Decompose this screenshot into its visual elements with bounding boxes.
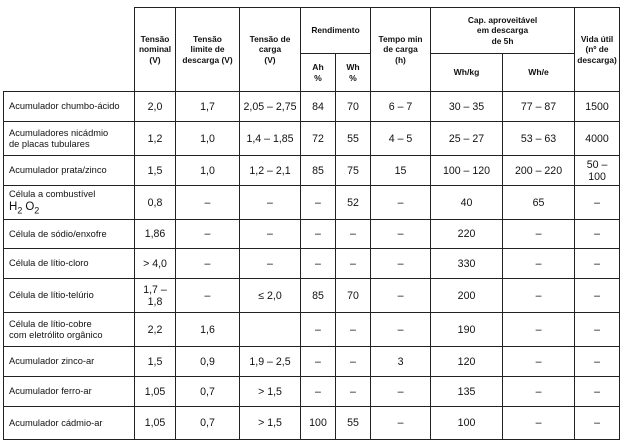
table-cell: 190 bbox=[431, 313, 503, 347]
table-cell: – bbox=[176, 220, 240, 249]
table-cell: 2,0 bbox=[135, 92, 176, 122]
header-ah: Ah % bbox=[301, 54, 336, 92]
battery-comparison-table bbox=[3, 7, 620, 440]
table-cell: 70 bbox=[336, 279, 371, 313]
table-cell: 15 bbox=[371, 156, 431, 186]
header-corner bbox=[4, 8, 135, 92]
table-cell: 6 – 7 bbox=[371, 92, 431, 122]
table-cell: 25 – 27 bbox=[431, 122, 503, 156]
header-tensao-limite: Tensão limite de descarga (V) bbox=[176, 8, 240, 92]
table-row bbox=[4, 92, 620, 122]
table-cell: 1,2 – 2,1 bbox=[240, 156, 301, 186]
table-cell: – bbox=[371, 279, 431, 313]
table-cell: 1,05 bbox=[135, 407, 176, 440]
table-cell: 53 – 63 bbox=[503, 122, 575, 156]
table-cell: 84 bbox=[301, 92, 336, 122]
table-cell: 75 bbox=[336, 156, 371, 186]
table-cell: 1,05 bbox=[135, 377, 176, 407]
table-cell: 100 – 120 bbox=[431, 156, 503, 186]
row-name-line: Acumulador prata/zinco bbox=[9, 165, 107, 176]
table-row bbox=[4, 347, 620, 377]
table-cell: – bbox=[503, 313, 575, 347]
table-cell: – bbox=[301, 186, 336, 220]
table-cell: – bbox=[503, 377, 575, 407]
table-cell: – bbox=[371, 220, 431, 249]
table-cell: – bbox=[371, 377, 431, 407]
header-tensao-carga: Tensão de carga (V) bbox=[240, 8, 301, 92]
table-cell: – bbox=[371, 407, 431, 440]
table-cell: – bbox=[503, 279, 575, 313]
table-cell: – bbox=[336, 249, 371, 279]
row-name-line: Célula de sódio/enxofre bbox=[9, 228, 107, 239]
row-name-line: de placas tubulares bbox=[9, 138, 90, 149]
header-rendimento: Rendimento bbox=[301, 8, 371, 54]
header-wh: Wh % bbox=[336, 54, 371, 92]
table-cell: 1,7 – 1,8 bbox=[135, 279, 176, 313]
table-cell: – bbox=[575, 377, 620, 407]
table-cell: 200 bbox=[431, 279, 503, 313]
table-cell: 200 – 220 bbox=[503, 156, 575, 186]
table-cell: 40 bbox=[431, 186, 503, 220]
table-row bbox=[4, 220, 620, 249]
table-cell: 72 bbox=[301, 122, 336, 156]
table-cell: 1500 bbox=[575, 92, 620, 122]
table-cell: – bbox=[575, 279, 620, 313]
table-cell: 0,8 bbox=[135, 186, 176, 220]
table-cell: 55 bbox=[336, 122, 371, 156]
table-cell: 30 – 35 bbox=[431, 92, 503, 122]
table-cell: – bbox=[336, 377, 371, 407]
header-row-main bbox=[4, 8, 620, 54]
table-row bbox=[4, 156, 620, 186]
table-cell: – bbox=[336, 347, 371, 377]
formula-o: O bbox=[25, 201, 35, 214]
table-cell: 1,5 bbox=[135, 347, 176, 377]
table-cell: – bbox=[176, 279, 240, 313]
row-name-line: Acumuladores nicádmio bbox=[9, 127, 109, 138]
table-cell: 1,86 bbox=[135, 220, 176, 249]
table-cell: – bbox=[240, 249, 301, 279]
table-cell: – bbox=[575, 313, 620, 347]
table-row bbox=[4, 377, 620, 407]
formula-h-sub: 2 bbox=[17, 205, 23, 216]
table-cell: – bbox=[301, 347, 336, 377]
row-name-line: Acumulador chumbo-ácido bbox=[9, 101, 120, 112]
table-cell: – bbox=[371, 313, 431, 347]
table-cell: ≤ 2,0 bbox=[240, 279, 301, 313]
table-row bbox=[4, 407, 620, 440]
row-name-line: Acumulador cádmio-ar bbox=[9, 417, 103, 428]
row-name bbox=[4, 407, 135, 440]
table-cell: 100 bbox=[301, 407, 336, 440]
table-cell: – bbox=[503, 407, 575, 440]
table-cell: 50 – 100 bbox=[575, 156, 620, 186]
header-tempo-carga: Tempo min de carga (h) bbox=[371, 8, 431, 92]
table-cell: – bbox=[240, 220, 301, 249]
table-cell: 85 bbox=[301, 279, 336, 313]
table-cell: 220 bbox=[431, 220, 503, 249]
header-capacidade: Cap. aproveitável em descarga de 5h bbox=[431, 8, 575, 54]
formula-h: H bbox=[9, 201, 18, 214]
table-cell: 77 – 87 bbox=[503, 92, 575, 122]
table-cell: 70 bbox=[336, 92, 371, 122]
formula-o-sub: 2 bbox=[34, 205, 40, 216]
row-name-line: Célula de lítio-cobre bbox=[9, 318, 92, 329]
table-cell: – bbox=[176, 249, 240, 279]
table-cell: 1,4 – 1,85 bbox=[240, 122, 301, 156]
table-row bbox=[4, 279, 620, 313]
table-cell: 0,9 bbox=[176, 347, 240, 377]
table-cell bbox=[240, 313, 301, 347]
table-cell: – bbox=[371, 249, 431, 279]
row-name bbox=[4, 122, 135, 156]
row-name-line: Célula de lítio-cloro bbox=[9, 258, 89, 269]
header-vida-util: Vida útil (nº de descarga) bbox=[575, 8, 620, 92]
header-tensao-nominal: Tensão nominal (V) bbox=[135, 8, 176, 92]
table-cell: – bbox=[575, 220, 620, 249]
table-row bbox=[4, 122, 620, 156]
table-cell: 4000 bbox=[575, 122, 620, 156]
table-cell: – bbox=[301, 313, 336, 347]
table-cell: – bbox=[301, 249, 336, 279]
table-cell: 1,7 bbox=[176, 92, 240, 122]
table-cell: 100 bbox=[431, 407, 503, 440]
header-wh-e: Wh/e bbox=[503, 54, 575, 92]
table-cell: – bbox=[503, 220, 575, 249]
row-name bbox=[4, 279, 135, 313]
table-cell: 0,7 bbox=[176, 377, 240, 407]
table-cell: 85 bbox=[301, 156, 336, 186]
row-name-line: Acumulador zinco-ar bbox=[9, 356, 95, 367]
table-row bbox=[4, 249, 620, 279]
row-name-line: com eletrólito orgânico bbox=[9, 329, 103, 340]
table-cell: 3 bbox=[371, 347, 431, 377]
table-cell: – bbox=[336, 313, 371, 347]
table-cell: 0,7 bbox=[176, 407, 240, 440]
table-cell: – bbox=[336, 220, 371, 249]
chemical-formula bbox=[9, 201, 132, 216]
table-body bbox=[4, 92, 620, 440]
table-cell: 2,2 bbox=[135, 313, 176, 347]
table-cell: – bbox=[301, 377, 336, 407]
table-cell: – bbox=[176, 186, 240, 220]
row-name bbox=[4, 92, 135, 122]
table-cell: 4 – 5 bbox=[371, 122, 431, 156]
table-cell: 1,6 bbox=[176, 313, 240, 347]
table-cell: > 4,0 bbox=[135, 249, 176, 279]
table-cell: – bbox=[575, 249, 620, 279]
row-name bbox=[4, 220, 135, 249]
table-cell: 1,9 – 2,5 bbox=[240, 347, 301, 377]
row-name-line: Célula de lítio-telúrio bbox=[9, 290, 94, 301]
table-cell: – bbox=[240, 186, 301, 220]
row-name bbox=[4, 156, 135, 186]
table-row bbox=[4, 186, 620, 220]
table-cell: 135 bbox=[431, 377, 503, 407]
table-cell: – bbox=[371, 186, 431, 220]
row-name-line: Célula a combustível bbox=[9, 189, 96, 200]
table-cell: – bbox=[575, 186, 620, 220]
row-name bbox=[4, 249, 135, 279]
table-cell: – bbox=[503, 347, 575, 377]
row-name-line: Acumulador ferro-ar bbox=[9, 386, 92, 397]
table-cell: 1,2 bbox=[135, 122, 176, 156]
table-cell: 1,5 bbox=[135, 156, 176, 186]
table-cell: – bbox=[575, 407, 620, 440]
header-wh-kg: Wh/kg bbox=[431, 54, 503, 92]
row-name bbox=[4, 186, 135, 220]
table-cell: 120 bbox=[431, 347, 503, 377]
table-row bbox=[4, 313, 620, 347]
table-cell: 55 bbox=[336, 407, 371, 440]
table-cell: 65 bbox=[503, 186, 575, 220]
table-cell: > 1,5 bbox=[240, 407, 301, 440]
table-cell: – bbox=[575, 347, 620, 377]
table-cell: > 1,5 bbox=[240, 377, 301, 407]
table-cell: 2,05 – 2,75 bbox=[240, 92, 301, 122]
table-cell: – bbox=[503, 249, 575, 279]
row-name bbox=[4, 313, 135, 347]
row-name bbox=[4, 347, 135, 377]
table-cell: 1,0 bbox=[176, 122, 240, 156]
table-cell: 52 bbox=[336, 186, 371, 220]
table-cell: – bbox=[301, 220, 336, 249]
table-cell: 1,0 bbox=[176, 156, 240, 186]
table-cell: 330 bbox=[431, 249, 503, 279]
row-name bbox=[4, 377, 135, 407]
